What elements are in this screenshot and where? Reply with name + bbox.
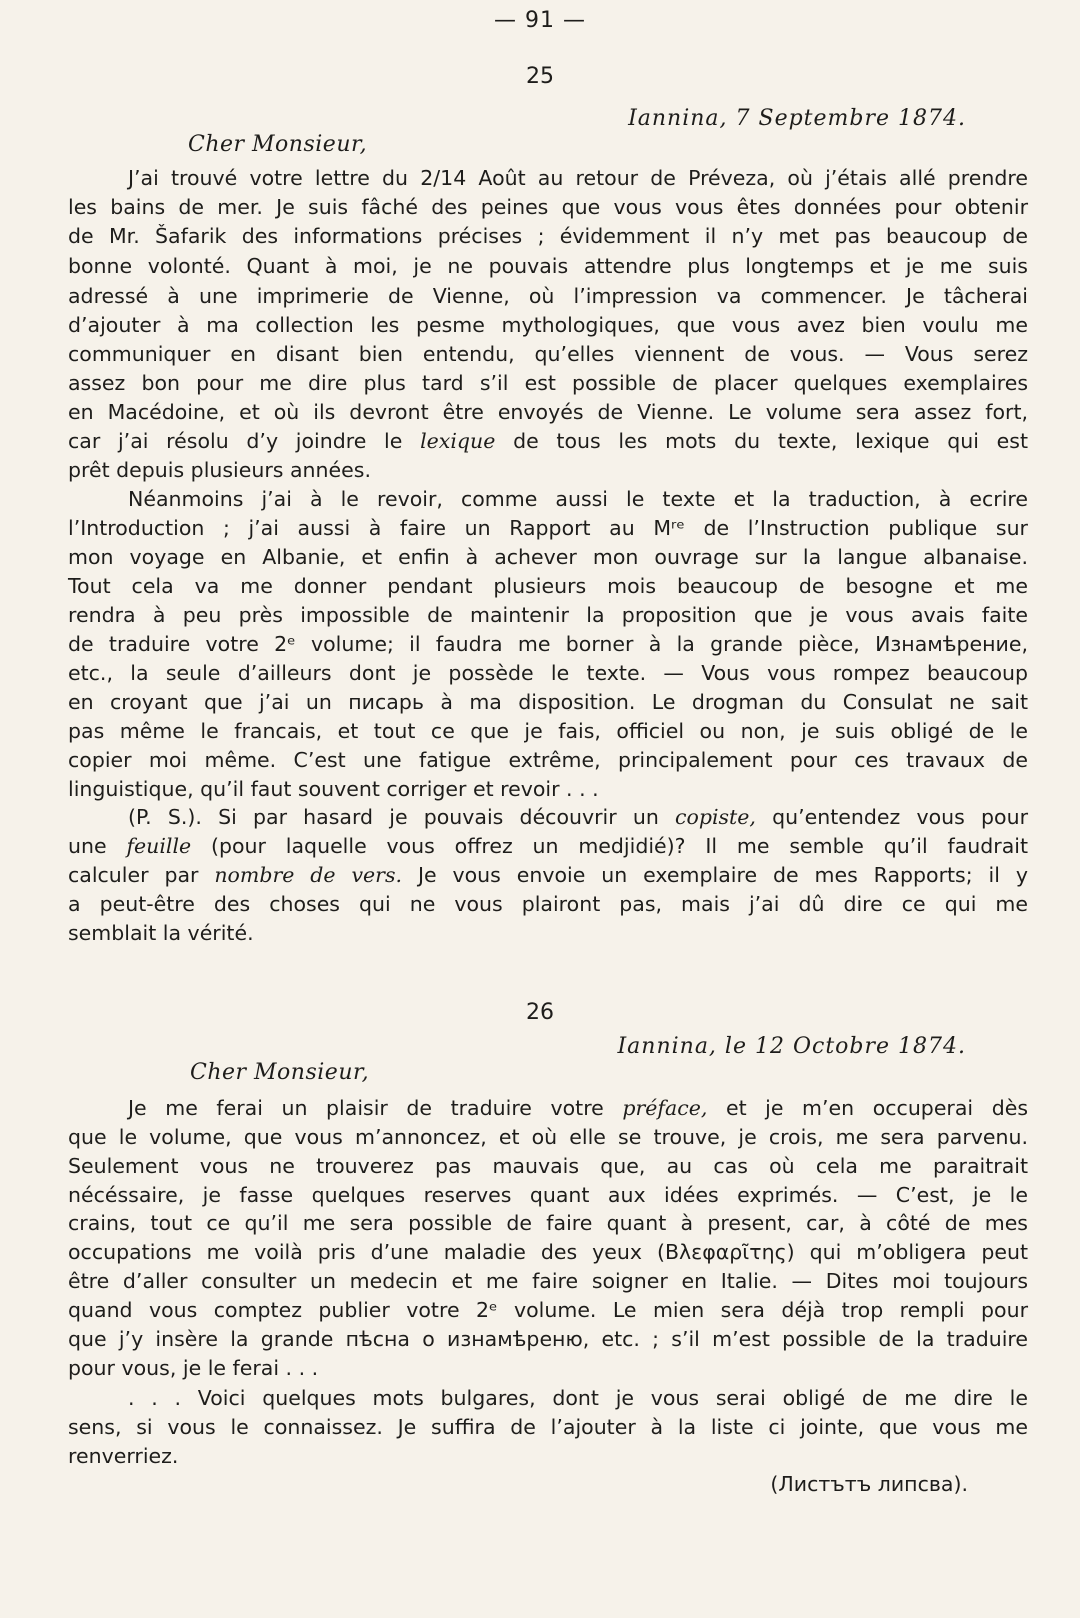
letter-date-25: Iannina, 7 Septembre 1874. <box>628 106 966 131</box>
letter-25-line-13: l’Introduction ; j’ai aussi à faire un Rapport au Mʳᵉ de l’Instruction publique sur <box>68 516 1028 540</box>
letter-25-line-3: de Mr. Šafarik des informations précises ; évidemment il n’y met pas beaucoup de <box>68 224 1028 248</box>
line-text: une <box>68 834 127 858</box>
letter-25-line-22: linguistique, qu’il faut souvent corriger et revoir . . . <box>68 777 599 801</box>
letter-25-line-27: semblait la vérité. <box>68 921 254 945</box>
letter-25-line-19: en croyant que j’ai un писарь à ma disposition. Le drogman du Consulat ne sait <box>68 690 1028 714</box>
letter-26-line-11: . . . Voici quelques mots bulgares, dont je vous serai obligé de me dire le <box>128 1386 1028 1410</box>
letter-25-line-25 <box>68 861 1028 890</box>
emphasis-lexique: lexique <box>420 429 496 453</box>
letter-26-line-6: occupations me voilà pris d’une maladie des yeux (Βλεφαρῖτης) qui m’obligera peut <box>68 1240 1028 1264</box>
letter-25-line-17: de traduire votre 2ᵉ volume; il faudra me borner à la grande pièce, Изнамѣрение, <box>68 632 1028 656</box>
emphasis-nombre-de-vers: nombre de vers. <box>214 863 403 887</box>
letter-25-line-12: Néanmoins j’ai à le revoir, comme aussi le texte et la traduction, à ecrire <box>128 487 1028 511</box>
line-text: de tous les mots du texte, lexique qui est <box>495 429 1029 453</box>
letter-25-line-21: copier moi même. C’est une fatigue extrême, principalement pour ces travaux de <box>68 748 1028 772</box>
letter-25-line-2: les bains de mer. Je suis fâché des peines que vous vous êtes données pour obtenir <box>68 195 1028 219</box>
line-text: Je vous envoie un exemplaire de mes Rapports; il y <box>402 863 1028 887</box>
line-text: et je m’en occuperai dès <box>707 1096 1028 1120</box>
letter-25-line-23 <box>128 803 1028 832</box>
page-number: — 91 — <box>494 8 586 33</box>
letter-25-line-15: Tout cela va me donner pendant plusieurs mois beaucoup de besogne et me <box>68 574 1028 598</box>
letter-26-line-2: que le volume, que vous m’annoncez, et où elle se trouve, je crois, me sera parvenu. <box>68 1125 1028 1149</box>
letter-25-line-26: a peut-être des choses qui ne vous plairont pas, mais j’ai dû dire ce qui me <box>68 892 1028 916</box>
letter-25-line-24 <box>68 832 1028 861</box>
emphasis-feuille: feuille <box>126 834 192 858</box>
letter-25-line-9: en Macédoine, et où ils devront être envoyés de Vienne. Le volume sera assez fort, <box>68 400 1028 424</box>
line-text: car j’ai résolu d’y joindre le <box>68 429 421 453</box>
line-text: (P. S.). Si par hasard je pouvais découvrir un <box>128 805 676 829</box>
letter-25-line-8: assez bon pour me dire plus tard s’il est possible de placer quelques exemplaires <box>68 371 1028 395</box>
letter-25-line-1: J’ai trouvé votre lettre du 2/14 Août au retour de Préveza, où j’étais allé prendre <box>128 166 1028 190</box>
letter-26-line-5: crains, tout ce qu’il me sera possible de faire quant à present, car, à côté de mes <box>68 1211 1028 1235</box>
letter-26-line-7: être d’aller consulter un medecin et me faire soigner en Italie. — Dites moi toujours <box>68 1269 1028 1293</box>
missing-sheet-note: (Листътъ липсва). <box>770 1472 968 1496</box>
letter-25-line-5: adressé à une imprimerie de Vienne, où l’impression va commencer. Je tâcherai <box>68 284 1028 308</box>
line-text: calculer par <box>68 863 215 887</box>
letter-26-line-9: que j’y insère la grande пѣсна о изнамѣреню, etc. ; s’il m’est possible de la traduire <box>68 1327 1028 1351</box>
emphasis-copiste: copiste, <box>675 805 756 829</box>
letter-26-line-4: nécéssaire, je fasse quelques reserves quant aux idées exprimés. — C’est, je le <box>68 1183 1028 1207</box>
line-text: Je me ferai un plaisir de traduire votre <box>128 1096 623 1120</box>
letter-number-25: 25 <box>526 64 554 89</box>
letter-number-26: 26 <box>526 1000 554 1025</box>
salutation-26: Cher Monsieur, <box>190 1060 370 1085</box>
letter-26-line-12: sens, si vous le connaissez. Je suffira de l’ajouter à la liste ci jointe, que vous me <box>68 1415 1028 1439</box>
letter-25-line-14: mon voyage en Albanie, et enfin à achever mon ouvrage sur la langue albanaise. <box>68 545 1028 569</box>
letter-25-line-20: pas même le francais, et tout ce que je fais, officiel ou non, je suis obligé de le <box>68 719 1028 743</box>
letter-26-line-10: pour vous, je le ferai . . . <box>68 1356 319 1380</box>
letter-date-26: Iannina, le 12 Octobre 1874. <box>617 1034 966 1059</box>
letter-25-line-4: bonne volonté. Quant à moi, je ne pouvais attendre plus longtemps et je me suis <box>68 254 1028 278</box>
emphasis-preface: préface, <box>622 1096 708 1120</box>
letter-25-line-10 <box>68 427 1028 456</box>
letter-25-line-18: etc., la seule d’ailleurs dont je possède le texte. — Vous vous rompez beaucoup <box>68 661 1028 685</box>
letter-25-line-6: d’ajouter à ma collection les pesme mythologiques, que vous avez bien voulu me <box>68 313 1028 337</box>
letter-26-line-3: Seulement vous ne trouverez pas mauvais que, au cas où cela me paraitrait <box>68 1154 1028 1178</box>
letter-25-line-11: prêt depuis plusieurs années. <box>68 458 371 482</box>
salutation-25: Cher Monsieur, <box>188 132 368 157</box>
letter-25-line-16: rendra à peu près impossible de maintenir la proposition que je vous avais faite <box>68 603 1028 627</box>
line-text: (pour laquelle vous offrez un medjidié)? Il me semble qu’il faudrait <box>191 834 1028 858</box>
line-text: qu’entendez vous pour <box>755 805 1028 829</box>
letter-26-line-8: quand vous comptez publier votre 2ᵉ volume. Le mien sera déjà trop rempli pour <box>68 1298 1028 1322</box>
letter-25-line-7: communiquer en disant bien entendu, qu’elles viennent de vous. — Vous serez <box>68 342 1028 366</box>
letter-26-line-1 <box>128 1094 1028 1123</box>
letter-26-line-13: renverriez. <box>68 1444 179 1468</box>
